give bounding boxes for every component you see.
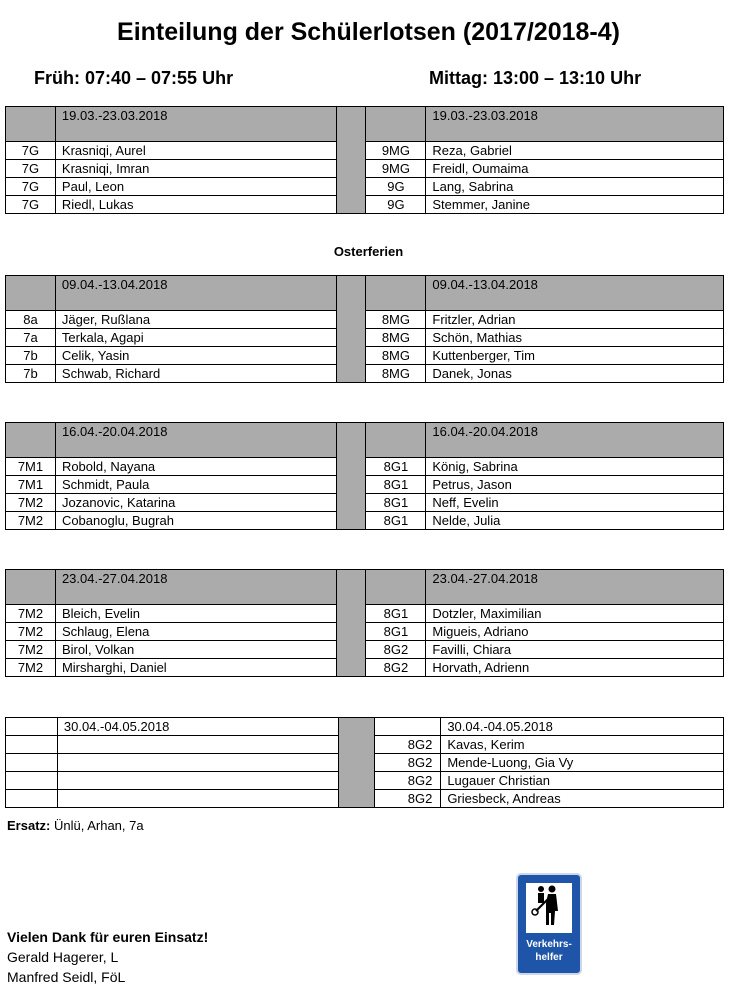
right-class: 8MG	[366, 347, 426, 365]
left-class: 7M2	[6, 659, 56, 677]
left-name: Birol, Volkan	[55, 641, 336, 659]
left-class: 7M2	[6, 512, 56, 530]
right-name: Kuttenberger, Tim	[426, 347, 724, 365]
right-date: 09.04.-13.04.2018	[426, 276, 724, 311]
right-class: 8MG	[366, 329, 426, 347]
footer	[7, 927, 208, 987]
header-blank-cell	[6, 718, 58, 736]
page-title: Einteilung der Schülerlotsen (2017/2018-4)	[117, 18, 620, 46]
week-table	[5, 275, 724, 383]
left-name: Riedl, Lukas	[55, 196, 336, 214]
right-date: 16.04.-20.04.2018	[426, 423, 724, 458]
left-date: 30.04.-04.05.2018	[57, 718, 339, 736]
right-class: 8G2	[375, 754, 441, 772]
week-table	[5, 569, 724, 677]
right-name: Fritzler, Adrian	[426, 311, 724, 329]
left-class: 7a	[6, 329, 56, 347]
right-class: 8G1	[366, 605, 426, 623]
right-class: 8G2	[375, 736, 441, 754]
left-name: Krasniqi, Aurel	[55, 142, 336, 160]
right-name: Freidl, Oumaima	[426, 160, 724, 178]
right-class: 9G	[366, 178, 426, 196]
left-name: Jozanovic, Katarina	[55, 494, 336, 512]
header-blank-cell	[366, 276, 426, 311]
noon-shift-time: Mittag: 13:00 – 13:10 Uhr	[429, 68, 642, 88]
left-class	[6, 772, 58, 790]
left-class: 7G	[6, 196, 56, 214]
right-class: 8G1	[366, 494, 426, 512]
right-class: 8G1	[366, 458, 426, 476]
header-blank-cell	[6, 423, 56, 458]
thanks-text: Vielen Dank für euren Einsatz!	[7, 929, 209, 945]
left-name	[57, 754, 339, 772]
left-class: 7M1	[6, 476, 56, 494]
right-date: 23.04.-27.04.2018	[426, 570, 724, 605]
early-shift-time: Früh: 07:40 – 07:55 Uhr	[34, 68, 234, 88]
right-name: Lugauer Christian	[441, 772, 724, 790]
right-name: Lang, Sabrina	[426, 178, 724, 196]
left-class: 7M2	[6, 623, 56, 641]
header-blank-cell	[366, 570, 426, 605]
header-blank-cell	[366, 423, 426, 458]
left-name: Schlaug, Elena	[55, 623, 336, 641]
right-name: Neff, Evelin	[426, 494, 724, 512]
week-table	[5, 422, 724, 530]
left-name: Robold, Nayana	[55, 458, 336, 476]
right-name: Stemmer, Janine	[426, 196, 724, 214]
left-name	[57, 772, 339, 790]
divider-cell	[339, 718, 375, 808]
left-name: Jäger, Rußlana	[55, 311, 336, 329]
right-name: Mende-Luong, Gia Vy	[441, 754, 724, 772]
right-name: Dotzler, Maximilian	[426, 605, 724, 623]
left-class: 7b	[6, 347, 56, 365]
right-name: Petrus, Jason	[426, 476, 724, 494]
left-class: 7M2	[6, 605, 56, 623]
header-blank-cell	[6, 107, 56, 142]
right-class: 8G1	[366, 476, 426, 494]
left-date: 19.03.-23.03.2018	[55, 107, 336, 142]
week-table	[5, 717, 724, 808]
left-class	[6, 790, 58, 808]
left-class: 7M2	[6, 641, 56, 659]
right-date: 19.03.-23.03.2018	[426, 107, 724, 142]
holiday-label: Osterferien	[333, 244, 404, 259]
left-class: 7G	[6, 142, 56, 160]
right-name: Reza, Gabriel	[426, 142, 724, 160]
left-name: Paul, Leon	[55, 178, 336, 196]
left-date: 09.04.-13.04.2018	[55, 276, 336, 311]
right-class: 8G2	[375, 790, 441, 808]
left-class	[6, 754, 58, 772]
crossing-guard-sign-icon	[516, 873, 582, 975]
left-class: 7G	[6, 160, 56, 178]
sign-text-line1: Verkehrs-	[526, 939, 572, 950]
left-date: 16.04.-20.04.2018	[55, 423, 336, 458]
left-name: Schmidt, Paula	[55, 476, 336, 494]
substitute-value: Ünlü, Arhan, 7a	[53, 818, 144, 833]
right-class: 9MG	[366, 142, 426, 160]
left-name	[57, 736, 339, 754]
left-name: Bleich, Evelin	[55, 605, 336, 623]
signature-2: Manfred Seidl, FöL	[7, 969, 126, 985]
right-class: 9MG	[366, 160, 426, 178]
header-blank-cell	[6, 276, 56, 311]
substitute-label: Ersatz:	[7, 818, 51, 833]
right-name: Kavas, Kerim	[441, 736, 724, 754]
left-class: 8a	[6, 311, 56, 329]
left-date: 23.04.-27.04.2018	[55, 570, 336, 605]
left-name	[57, 790, 339, 808]
left-name: Cobanoglu, Bugrah	[55, 512, 336, 530]
right-date: 30.04.-04.05.2018	[441, 718, 724, 736]
left-class	[6, 736, 58, 754]
header-blank-cell	[366, 107, 426, 142]
left-name: Celik, Yasin	[55, 347, 336, 365]
left-name: Terkala, Agapi	[55, 329, 336, 347]
left-class: 7M2	[6, 494, 56, 512]
divider-cell	[336, 107, 366, 214]
right-name: Favilli, Chiara	[426, 641, 724, 659]
right-name: Horvath, Adrienn	[426, 659, 724, 677]
divider-cell	[336, 276, 366, 383]
left-class: 7b	[6, 365, 56, 383]
header-blank-cell	[375, 718, 441, 736]
divider-cell	[336, 570, 366, 677]
left-name: Krasniqi, Imran	[55, 160, 336, 178]
right-class: 8G2	[366, 659, 426, 677]
header-blank-cell	[6, 570, 56, 605]
left-name: Schwab, Richard	[55, 365, 336, 383]
right-class: 8MG	[366, 365, 426, 383]
right-name: Migueis, Adriano	[426, 623, 724, 641]
right-class: 8G2	[375, 772, 441, 790]
right-class: 9G	[366, 196, 426, 214]
right-name: Danek, Jonas	[426, 365, 724, 383]
right-class: 8MG	[366, 311, 426, 329]
divider-cell	[336, 423, 366, 530]
substitute-line	[7, 818, 144, 833]
left-class: 7G	[6, 178, 56, 196]
right-class: 8G1	[366, 512, 426, 530]
week-table	[5, 106, 724, 214]
sign-text-line2: helfer	[535, 952, 563, 963]
right-name: Griesbeck, Andreas	[441, 790, 724, 808]
right-name: Nelde, Julia	[426, 512, 724, 530]
right-name: Schön, Mathias	[426, 329, 724, 347]
signature-1: Gerald Hagerer, L	[7, 949, 119, 965]
right-class: 8G2	[366, 641, 426, 659]
left-name: Mirsharghi, Daniel	[55, 659, 336, 677]
right-name: König, Sabrina	[426, 458, 724, 476]
right-class: 8G1	[366, 623, 426, 641]
left-class: 7M1	[6, 458, 56, 476]
